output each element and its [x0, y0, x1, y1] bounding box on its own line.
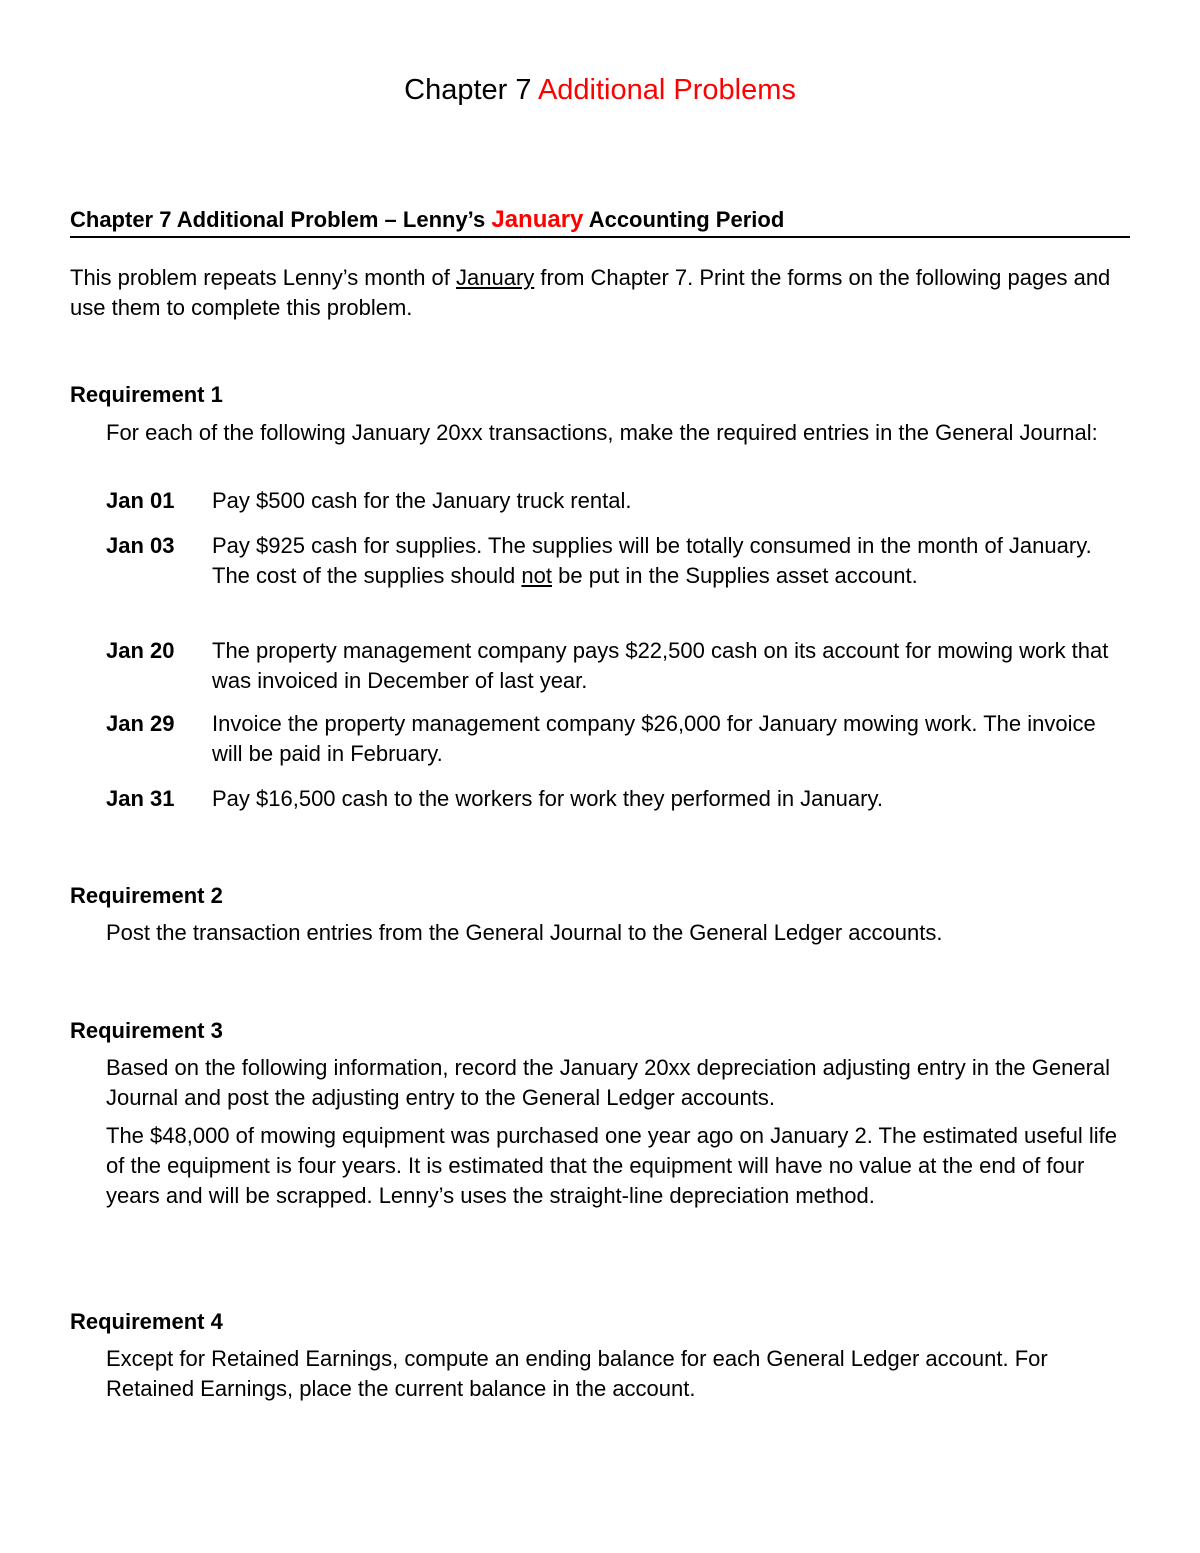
requirement-2-heading: Requirement 2 [70, 883, 223, 908]
requirement-3-heading: Requirement 3 [70, 1018, 223, 1043]
requirement-2-text: Post the transaction entries from the General Journal to the General Ledger accounts. [106, 920, 943, 945]
requirement-4-heading: Requirement 4 [70, 1309, 223, 1334]
transaction-date: Jan 31 [106, 786, 175, 811]
transaction-description: Pay $500 cash for the January truck rental. [212, 488, 632, 513]
requirement-1-heading: Requirement 1 [70, 382, 223, 407]
transaction-description: Pay $16,500 cash to the workers for work they performed in January. [212, 786, 883, 811]
transaction-date: Jan 29 [106, 711, 175, 736]
page-title [0, 72, 1200, 108]
requirement-4-text: Except for Retained Earnings, compute an ending balance for each General Ledger account. For Retained Earnings, place the current balance in the account. [106, 1346, 1048, 1401]
requirement-2-body [106, 918, 1136, 948]
requirement-1-text: For each of the following January 20xx transactions, make the required entries in the General Journal: [106, 420, 1098, 445]
transaction-description-end: be put in the Supplies asset account. [552, 563, 918, 588]
page-title-highlight: Additional Problems [537, 74, 796, 106]
transaction-description: Invoice the property management company $26,000 for January mowing work. The invoice will be paid in February. [212, 711, 1096, 766]
requirement-3-body [106, 1053, 1136, 1211]
requirement-3-details: The $48,000 of mowing equipment was purchased one year ago on January 2. The estimated useful life of the equipment is four years. It is estimated that the equipment will have no value at the end of four years and will be scrapped. Lenny’s uses the straight-line depreciation method. [106, 1123, 1118, 1208]
intro-text-end: from Chapter 7. Print the forms on the following pages and use them to complete this problem. [70, 265, 1111, 320]
transaction-date: Jan 20 [106, 638, 175, 663]
transaction-description: The property management company pays $22,500 cash on its account for mowing work that was invoiced in December of last year. [212, 638, 1109, 693]
transaction-date: Jan 01 [106, 488, 175, 513]
transaction-description-start: Pay $925 cash for supplies. The supplies will be totally consumed in the month of January. The cost of the supplies should [212, 533, 1092, 588]
section-heading-prefix: Chapter 7 Additional Problem – Lenny’s [70, 207, 492, 232]
intro-month: January [456, 265, 535, 290]
transaction-description [212, 531, 1132, 591]
intro-paragraph [70, 263, 1130, 323]
transaction-description-not: not [521, 563, 553, 588]
intro-text-start: This problem repeats Lenny’s month of [70, 265, 457, 290]
section-heading [70, 205, 1130, 238]
section-heading-month: January [491, 206, 584, 233]
transaction-date: Jan 03 [106, 533, 175, 558]
section-heading-suffix: Accounting Period [583, 207, 785, 232]
page-title-chapter: Chapter 7 [404, 74, 538, 106]
requirement-3-text: Based on the following information, record the January 20xx depreciation adjusting entry in the General Journal and post the adjusting entry to the General Ledger accounts. [106, 1055, 1111, 1110]
requirement-4-body [106, 1344, 1136, 1404]
requirement-1-body [106, 418, 1136, 448]
